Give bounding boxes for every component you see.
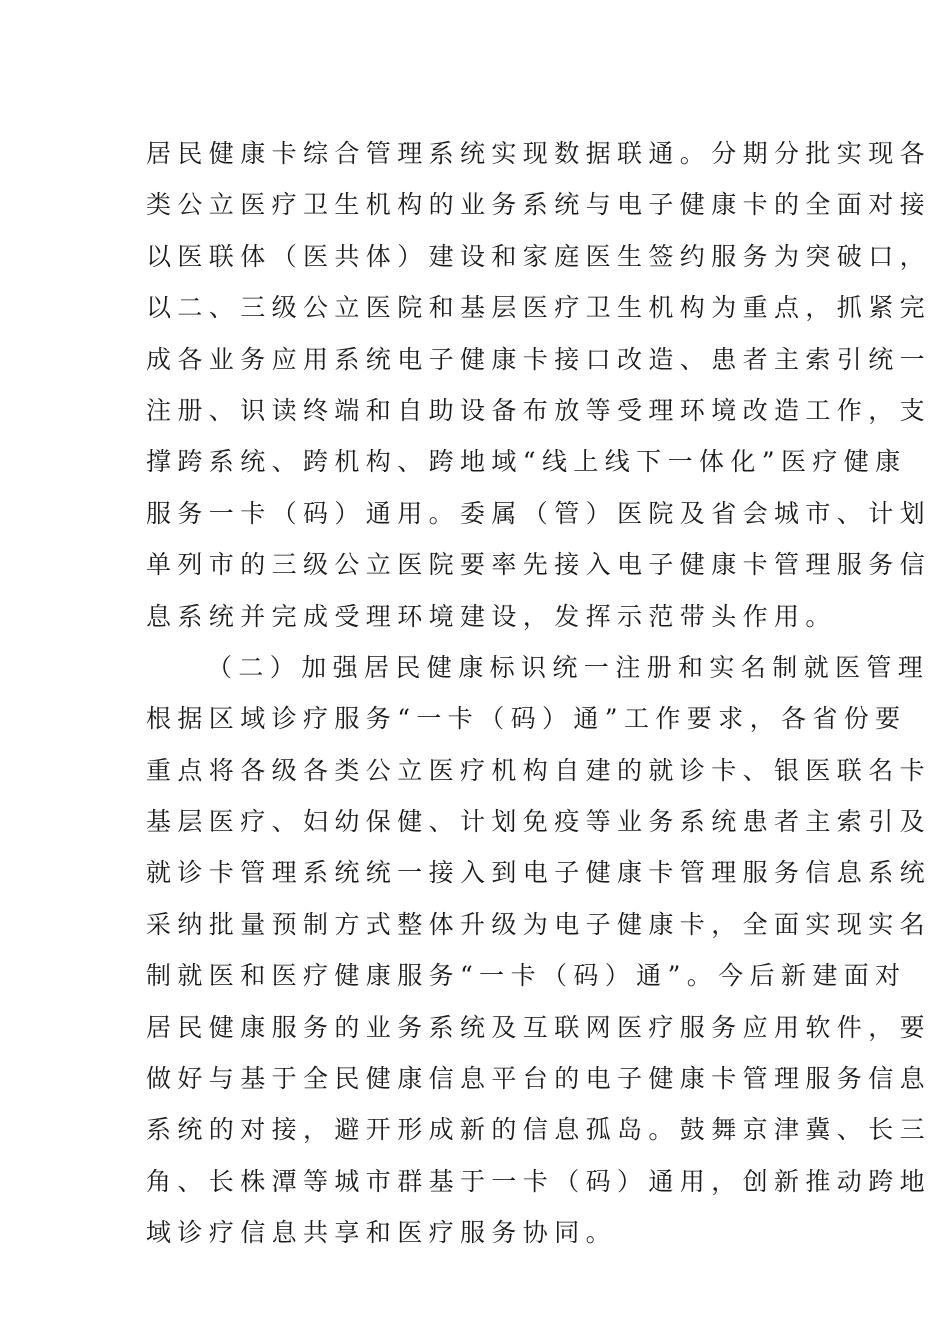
text-line: 就诊卡管理系统统一接入到电子健康卡管理服务信息系统	[146, 858, 932, 888]
text-line: 采纳批量预制方式整体升级为电子健康卡，全面实现实名	[146, 909, 932, 939]
text-line: 系统的对接，避开形成新的信息孤岛。鼓舞京津冀、长三	[146, 1115, 932, 1145]
text-line: 制就医和医疗健康服务“一卡（码）通”。今后新建面对	[146, 961, 907, 991]
text-line: 类公立医疗卫生机构的业务系统与电子健康卡的全面对接	[146, 190, 932, 220]
text-line: 以医联体（医共体）建设和家庭医生签约服务为突破口，	[146, 241, 932, 271]
text-line: 做好与基于全民健康信息平台的电子健康卡管理服务信息	[146, 1064, 932, 1094]
body-text	[146, 128, 932, 1259]
text-line: 息系统并完成受理环境建设，发挥示范带头作用。	[146, 601, 837, 631]
section-heading: （二）加强居民健康标识统一注册和实名制就医管理	[207, 652, 930, 682]
text-line: 单列市的三级公立医院要率先接入电子健康卡管理服务信	[146, 550, 932, 580]
text-line: 居民健康服务的业务系统及互联网医疗服务应用软件，要	[146, 1012, 932, 1042]
text-line: 撑跨系统、跨机构、跨地域“线上线下一体化”医疗健康	[146, 447, 907, 477]
text-line: 注册、识读终端和自助设备布放等受理环境改造工作，支	[146, 395, 932, 425]
text-line: 以二、三级公立医院和基层医疗卫生机构为重点，抓紧完	[146, 293, 932, 323]
text-line: 重点将各级各类公立医疗机构自建的就诊卡、银医联名卡	[146, 755, 932, 785]
text-line: 根据区域诊疗服务“一卡（码）通”工作要求，各省份要	[146, 704, 907, 734]
text-line: 成各业务应用系统电子健康卡接口改造、患者主索引统一	[146, 344, 932, 374]
text-line: 基层医疗、妇幼保健、计划免疫等业务系统患者主索引及	[146, 807, 932, 837]
text-line: 角、长株潭等城市群基于一卡（码）通用，创新推动跨地	[146, 1166, 932, 1196]
text-line: 居民健康卡综合管理系统实现数据联通。分期分批实现各	[146, 139, 932, 168]
text-line: 域诊疗信息共享和医疗服务协同。	[146, 1218, 618, 1248]
text-line: 服务一卡（码）通用。委属（管）医院及省会城市、计划	[146, 498, 932, 528]
